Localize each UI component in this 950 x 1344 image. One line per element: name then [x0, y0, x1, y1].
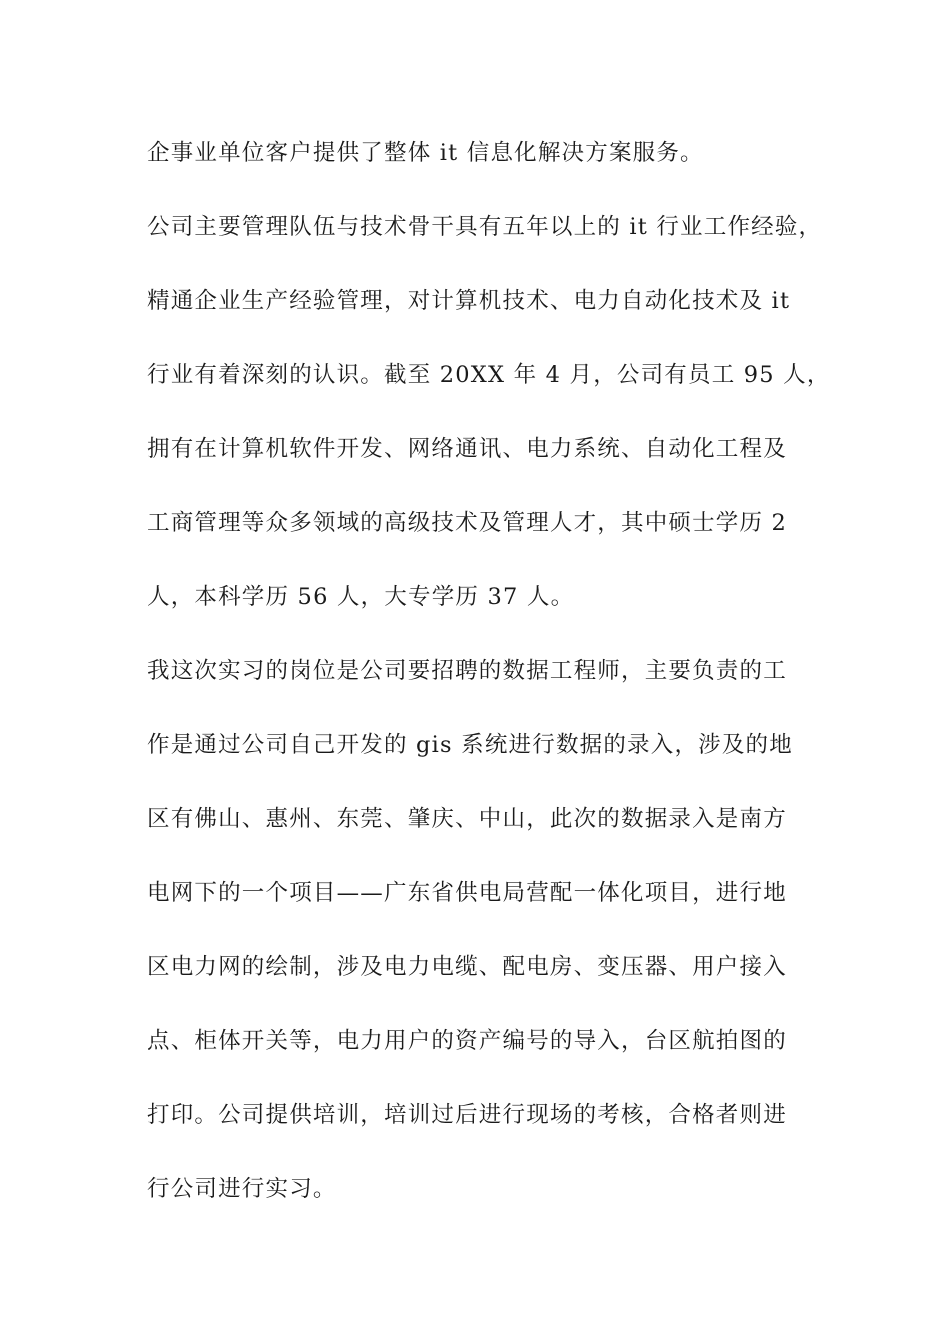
text-line: 公司主要管理队伍与技术骨干具有五年以上的 it 行业工作经验， — [147, 214, 823, 240]
text-line: 点、柜体开关等，电力用户的资产编号的导入，台区航拍图的 — [147, 1028, 787, 1054]
text-line: 行公司进行实习。 — [147, 1176, 337, 1202]
text-line: 作是通过公司自己开发的 gis 系统进行数据的录入，涉及的地 — [147, 732, 793, 758]
text-line: 区有佛山、惠州、东莞、肇庆、中山，此次的数据录入是南方 — [147, 806, 787, 832]
text-line: 电网下的一个项目——广东省供电局营配一体化项目，进行地 — [147, 880, 787, 906]
text-line: 行业有着深刻的认识。截至 20XX 年 4 月，公司有员工 95 人， — [147, 362, 831, 388]
text-line: 精通企业生产经验管理，对计算机技术、电力自动化技术及 it — [147, 288, 791, 314]
text-line: 区电力网的绘制，涉及电力电缆、配电房、变压器、用户接入 — [147, 954, 787, 980]
text-line: 企事业单位客户提供了整体 it 信息化解决方案服务。 — [147, 140, 704, 166]
text-line: 拥有在计算机软件开发、网络通讯、电力系统、自动化工程及 — [147, 436, 787, 462]
text-line: 人，本科学历 56 人，大专学历 37 人。 — [147, 584, 575, 610]
text-line: 工商管理等众多领域的高级技术及管理人才，其中硕士学历 2 — [147, 510, 788, 536]
text-line: 打印。公司提供培训，培训过后进行现场的考核，合格者则进 — [147, 1102, 787, 1128]
text-line: 我这次实习的岗位是公司要招聘的数据工程师，主要负责的工 — [147, 658, 787, 684]
